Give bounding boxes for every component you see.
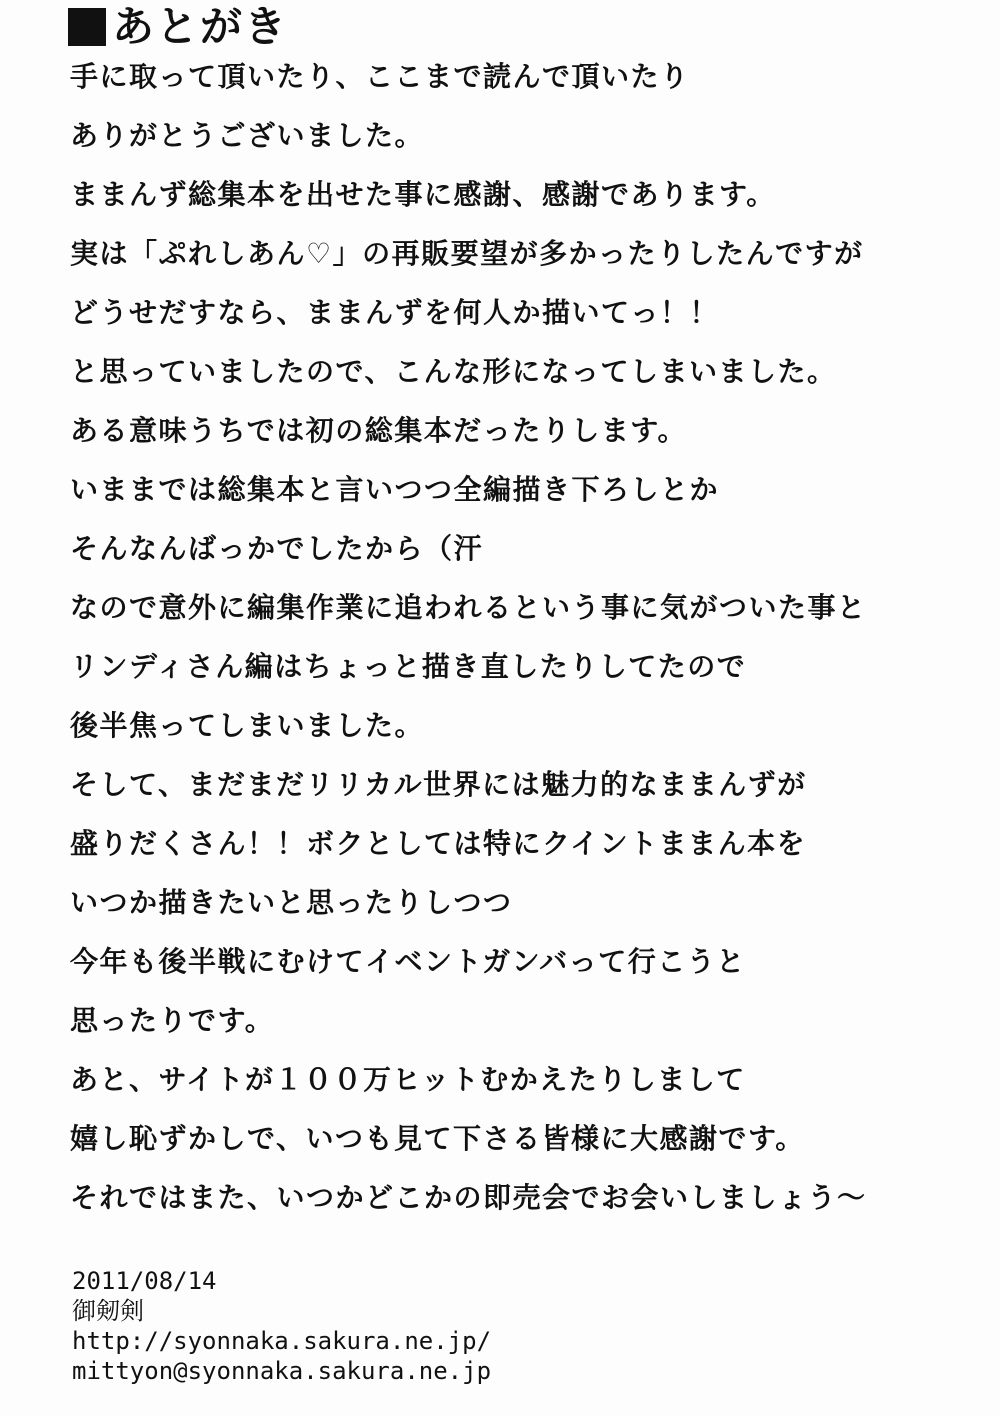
colophon-date: 2011/08/14	[72, 1267, 217, 1295]
body-line: と思っていましたので、こんな形になってしまいました。	[70, 355, 837, 388]
afterword-heading	[68, 2, 288, 52]
body-line: なので意外に編集作業に追われるという事に気がついた事と	[70, 591, 867, 624]
body-line: 実は「ぷれしあん♡」の再販要望が多かったりしたんですが	[70, 237, 864, 270]
body-line: ままんず総集本を出せた事に感謝、感謝であります。	[70, 178, 776, 211]
body-line: 思ったりです。	[70, 1004, 275, 1037]
body-line: そんなんばっかでしたから（汗	[70, 532, 484, 565]
afterword-body	[70, 52, 970, 1232]
body-line: 嬉し恥ずかしで、いつも見て下さる皆様に大感謝です。	[70, 1122, 805, 1155]
colophon-url[interactable]: http://syonnaka.sakura.ne.jp/	[72, 1327, 492, 1355]
colophon	[72, 1266, 491, 1386]
body-line: あと、サイトが１００万ヒットむかえたりしまして	[70, 1063, 746, 1096]
body-line: 後半焦ってしまいました。	[70, 709, 425, 742]
square-bullet-icon	[68, 8, 106, 46]
body-line: そして、まだまだリリカル世界には魅力的なままんずが	[70, 768, 807, 801]
body-line: いままでは総集本と言いつつ全編描き下ろしとか	[70, 473, 720, 506]
heading-title: あとがき	[112, 2, 289, 51]
colophon-email[interactable]: mittyon@syonnaka.sakura.ne.jp	[72, 1357, 492, 1385]
body-line: 手に取って頂いたり、ここまで読んで頂いたり	[70, 60, 690, 93]
body-line: 盛りだくさん！！ボクとしては特にクイントままん本を	[70, 827, 807, 860]
body-line: リンディさん編はちょっと描き直したりしてたので	[70, 650, 747, 683]
colophon-author: 御剱剣	[72, 1297, 144, 1325]
body-line: ありがとうございました。	[70, 119, 425, 152]
body-line: ある意味うちでは初の総集本だったりします。	[70, 414, 687, 447]
body-line: どうせだすなら、ままんずを何人か描いてっ！！	[70, 296, 720, 329]
body-line: 今年も後半戦にむけてイベントガンバって行こうと	[70, 945, 746, 978]
body-line: それではまた、いつかどこかの即売会でお会いしましょう～	[70, 1181, 867, 1214]
body-line: いつか描きたいと思ったりしつつ	[70, 886, 513, 919]
